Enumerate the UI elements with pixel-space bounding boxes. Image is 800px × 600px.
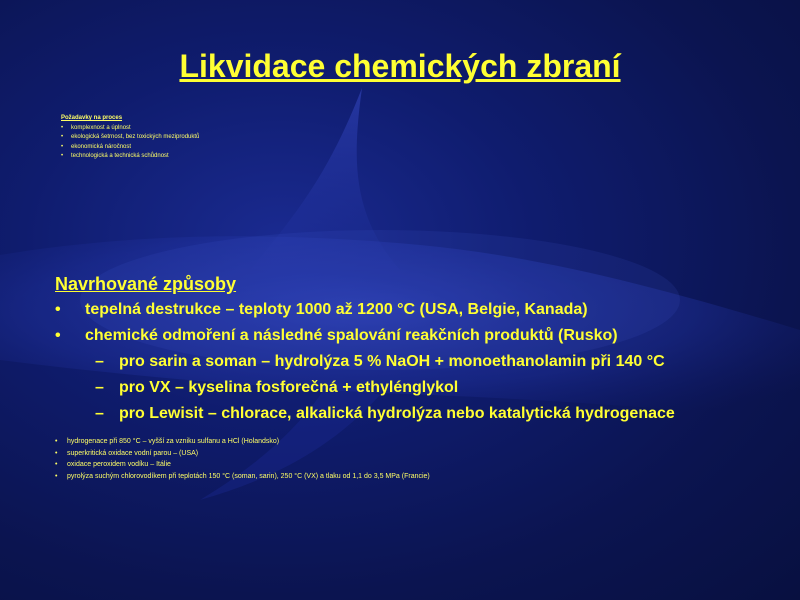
dash-bullet-icon: – <box>95 379 104 396</box>
proposed-method-subitem <box>55 401 785 427</box>
dash-bullet-icon: – <box>95 405 104 422</box>
other-methods-list-item: • oxidace peroxidem vodíku – Itálie <box>55 459 430 471</box>
requirements-section <box>61 114 199 162</box>
proposed-method-subitem <box>55 375 785 401</box>
proposed-method-subitem <box>55 349 785 375</box>
dash-bullet-icon: – <box>95 353 104 370</box>
proposed-method-item <box>55 323 785 349</box>
requirements-list-item: • ekonomická náročnost <box>61 143 199 153</box>
proposed-method-subitem-text: pro VX – kyselina fosforečná + ethylénglykol <box>119 379 459 396</box>
bullet-icon: • <box>55 301 61 318</box>
requirements-list-item: • technologická a technická schůdnost <box>61 152 199 162</box>
requirements-list <box>61 124 199 162</box>
other-methods-list <box>55 436 430 482</box>
proposed-method-subitem-text: pro sarin a soman – hydrolýza 5 % NaOH + monoethanolamin při 140 °C <box>119 353 665 370</box>
requirements-list-item: • komplexnost a úplnost <box>61 124 199 134</box>
requirements-heading: Požadavky na proces <box>61 115 123 121</box>
requirements-list-item: • ekologická šetrnost, bez toxických meziproduktů <box>61 133 199 143</box>
proposed-methods-section <box>55 271 785 427</box>
proposed-method-text: chemické odmoření a následné spalování reakčních produktů (Rusko) <box>85 327 618 344</box>
other-methods-list-item: • superkritická oxidace vodní parou – (USA) <box>55 448 430 460</box>
other-methods-section <box>55 436 430 482</box>
slide-title: Likvidace chemických zbraní <box>179 48 621 84</box>
proposed-method-text: tepelná destrukce – teploty 1000 až 1200 °C (USA, Belgie, Kanada) <box>85 301 588 318</box>
proposed-methods-heading: Navrhované způsoby <box>55 274 237 294</box>
bullet-icon: • <box>55 327 61 344</box>
proposed-method-item <box>55 297 785 323</box>
other-methods-list-item: • hydrogenace při 850 °C – vyšší za vzniku sulfanu a HCl (Holandsko) <box>55 436 430 448</box>
proposed-method-subitem-text: pro Lewisit – chlorace, alkalická hydrolýza nebo katalytická hydrogenace <box>119 405 675 422</box>
other-methods-list-item: • pyrolýza suchým chlorovodíkem při teplotách 150 °C (soman, sarin), 250 °C (VX) a tlaku od 1,1 do 3,5 MPa (Francie) <box>55 471 430 483</box>
